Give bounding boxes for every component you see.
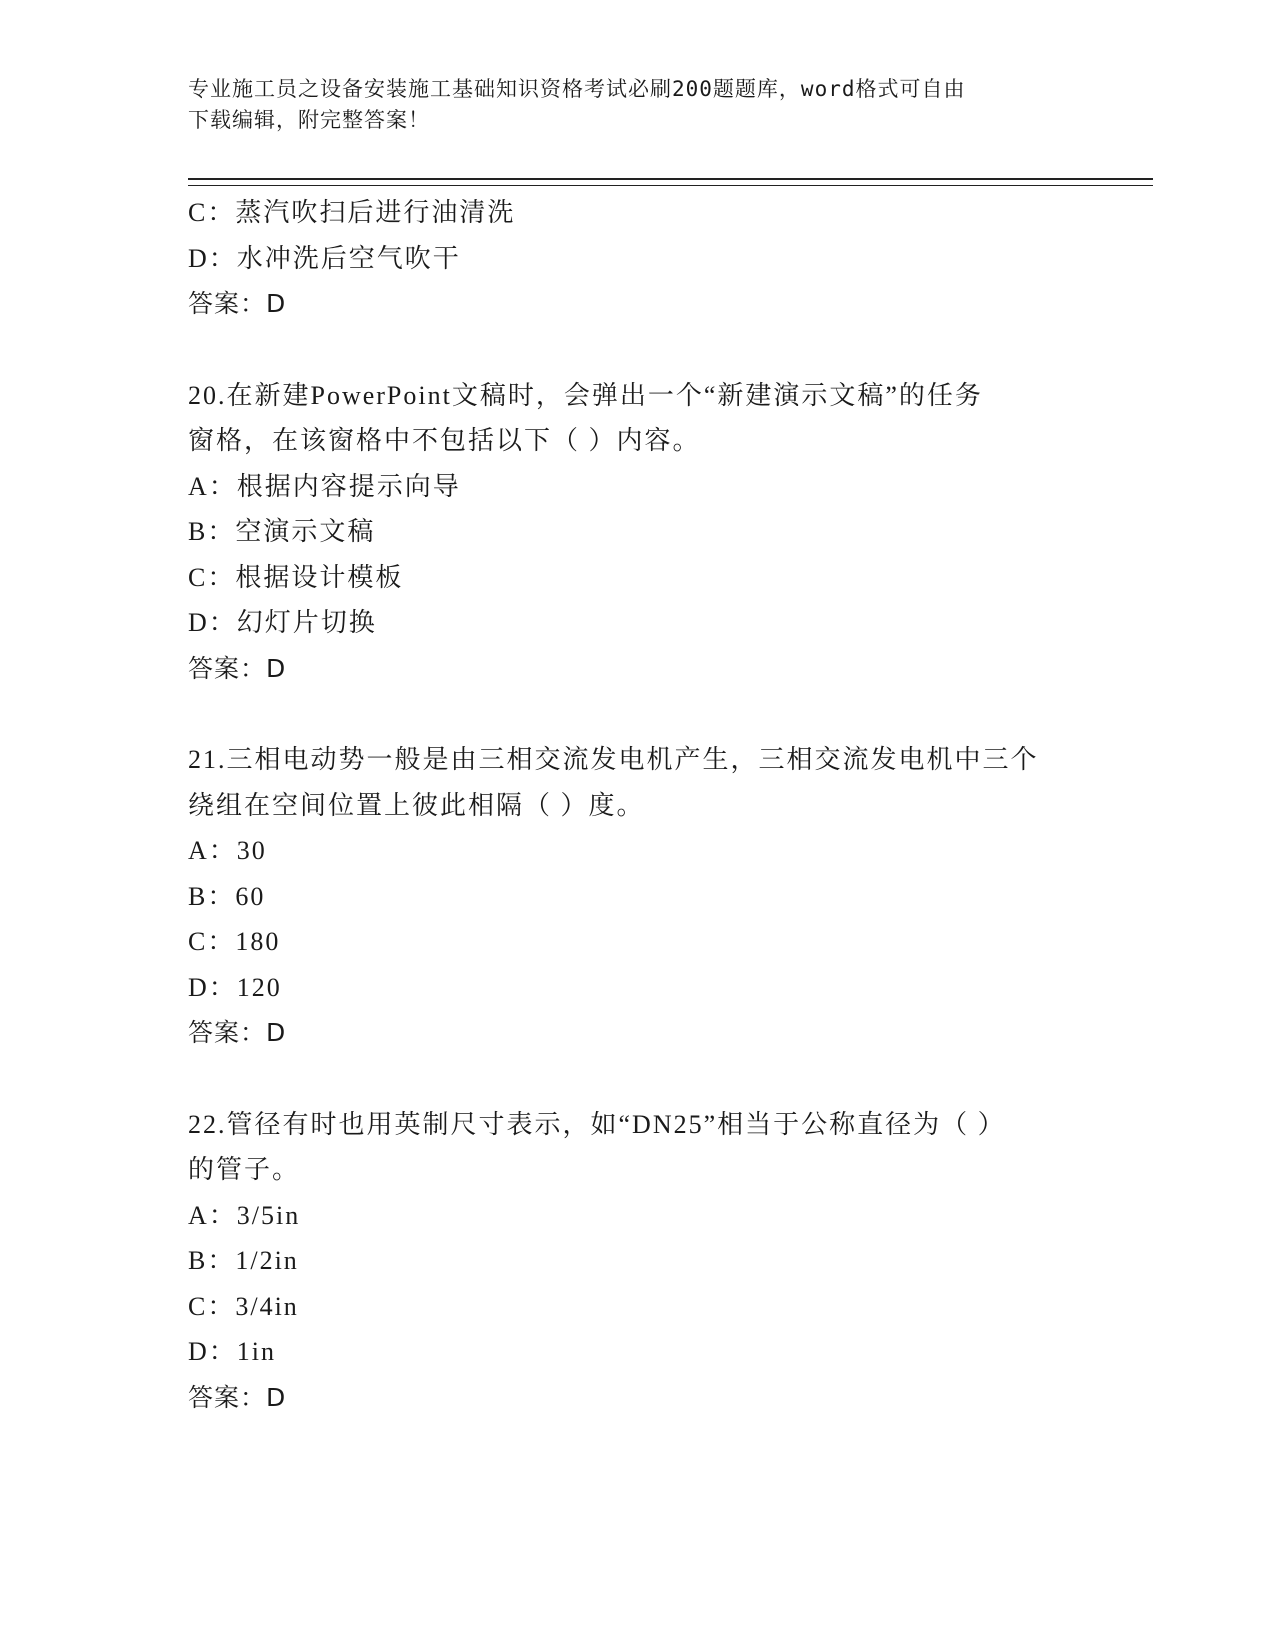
option-a: A：30 <box>188 836 267 865</box>
question-stem-line: 窗格，在该窗格中不包括以下（ ）内容。 <box>188 426 701 455</box>
question-stem-line: 22.管径有时也用英制尺寸表示，如“DN25”相当于公称直径为（ ） <box>188 1109 1006 1139</box>
question-19-tail <box>188 190 1128 327</box>
question-spacer <box>188 1056 1128 1102</box>
option-a: A：根据内容提示向导 <box>188 471 461 501</box>
answer-line: 答案：D <box>188 653 287 683</box>
question-stem-line: 21.三相电动势一般是由三相交流发电机产生，三相交流发电机中三个 <box>188 745 1039 774</box>
option-a: A：3/5in <box>188 1200 301 1230</box>
document-header <box>188 74 1088 136</box>
option-d: D：幻灯片切换 <box>188 608 377 637</box>
question-22 <box>188 1102 1128 1421</box>
option-d: D：水冲洗后空气吹干 <box>188 243 461 273</box>
answer-line: 答案：D <box>188 289 287 318</box>
option-b: B：1/2in <box>188 1246 299 1275</box>
header-divider <box>188 178 1153 186</box>
answer-line: 答案：D <box>188 1018 287 1047</box>
question-list <box>188 190 1128 1420</box>
option-c: C：根据设计模板 <box>188 562 404 592</box>
question-spacer <box>188 691 1128 737</box>
question-stem-line: 的管子。 <box>188 1155 301 1184</box>
option-c: C：180 <box>188 927 281 956</box>
option-c: C：3/4in <box>188 1291 299 1321</box>
question-stem-line: 20.在新建PowerPoint文稿时，会弹出一个“新建演示文稿”的任务 <box>188 380 983 410</box>
option-d: D：1in <box>188 1337 277 1366</box>
question-spacer <box>188 327 1128 373</box>
header-line-1: 专业施工员之设备安装施工基础知识资格考试必刷200题题库，word格式可自由 <box>188 77 966 101</box>
option-b: B：60 <box>188 881 266 911</box>
question-21 <box>188 737 1128 1056</box>
header-line-2: 下载编辑，附完整答案！ <box>188 108 430 132</box>
question-stem-line: 绕组在空间位置上彼此相隔（ ）度。 <box>188 790 645 820</box>
option-b: B：空演示文稿 <box>188 517 376 546</box>
question-20 <box>188 373 1128 692</box>
option-d: D：120 <box>188 972 282 1002</box>
option-c: C：蒸汽吹扫后进行油清洗 <box>188 198 516 227</box>
answer-line: 答案：D <box>188 1382 287 1412</box>
